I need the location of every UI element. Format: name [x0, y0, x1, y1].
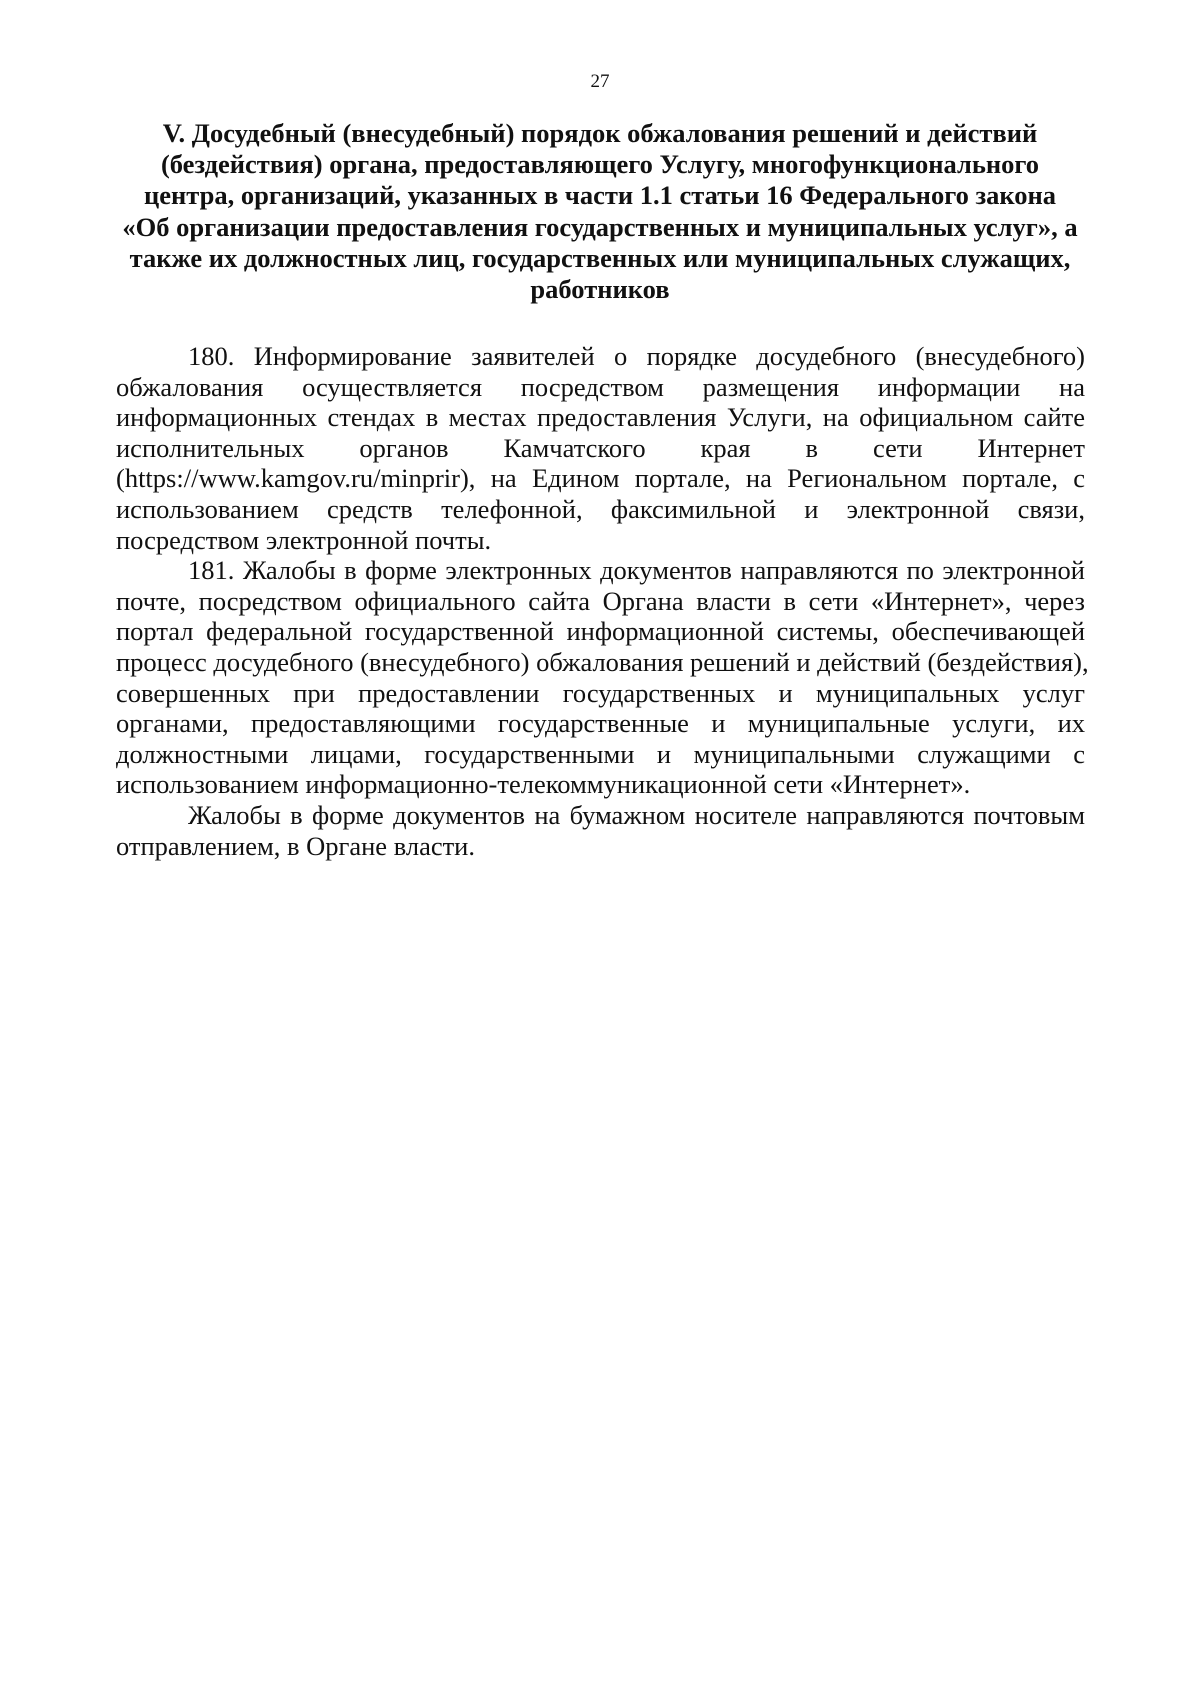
text-line: портал федеральной государственной информационной системы, обеспечивающей	[116, 616, 1085, 647]
paragraph-paper-complaints	[116, 800, 1085, 861]
text-line: обжалования осуществляется посредством размещения информации на	[116, 371, 1085, 402]
section-title-line: «Об организации предоставления государственных и муниципальных услуг», а	[122, 211, 1078, 242]
text-line: процесс досудебного (внесудебного) обжалования решений и действий (бездействия),	[116, 646, 1089, 677]
text-line: использованием информационно-телекоммуникационной сети «Интернет».	[116, 769, 971, 800]
section-title-line: центра, организаций, указанных в части 1.1 статьи 16 Федерального закона	[143, 180, 1057, 211]
text-line: исполнительных органов Камчатского края в сети Интернет	[116, 432, 1085, 463]
text-line: использованием средств телефонной, факсимильной и электронной связи,	[116, 493, 1085, 524]
text-line: 181. Жалобы в форме электронных документов направляются по электронной	[188, 555, 1085, 586]
section-title-line: также их должностных лиц, государственных или муниципальных служащих,	[129, 242, 1071, 273]
section-title	[116, 118, 1084, 305]
text-line: отправлением, в Органе власти.	[116, 830, 475, 861]
section-title-line: (бездействия) органа, предоставляющего Услугу, многофункционального	[160, 149, 1040, 180]
section-title-line: работников	[530, 274, 670, 305]
text-line: посредством электронной почты.	[116, 524, 492, 555]
paragraph-180	[116, 341, 1085, 555]
text-line: 180. Информирование заявителей о порядке досудебного (внесудебного)	[188, 341, 1085, 371]
text-line: органами, предоставляющими государственные и муниципальные услуги, их	[116, 708, 1085, 739]
text-line: информационных стендах в местах предоставления Услуги, на официальном сайте	[116, 402, 1085, 433]
text-line: совершенных при предоставлении государственных и муниципальных услуг	[116, 677, 1085, 708]
text-line: должностными лицами, государственными и муниципальными служащими с	[116, 738, 1085, 769]
text-line: Жалобы в форме документов на бумажном носителе направляются почтовым	[188, 799, 1085, 830]
section-title-line: V. Досудебный (внесудебный) порядок обжалования решений и действий	[162, 118, 1038, 148]
document-body	[116, 341, 1089, 861]
text-line: почте, посредством официального сайта Органа власти в сети «Интернет», через	[116, 585, 1085, 616]
text-line: (https://www.kamgov.ru/minprir), на Едином портале, на Региональном портале, с	[116, 463, 1085, 494]
paragraph-181	[116, 555, 1089, 800]
page-number: 27	[590, 71, 610, 92]
